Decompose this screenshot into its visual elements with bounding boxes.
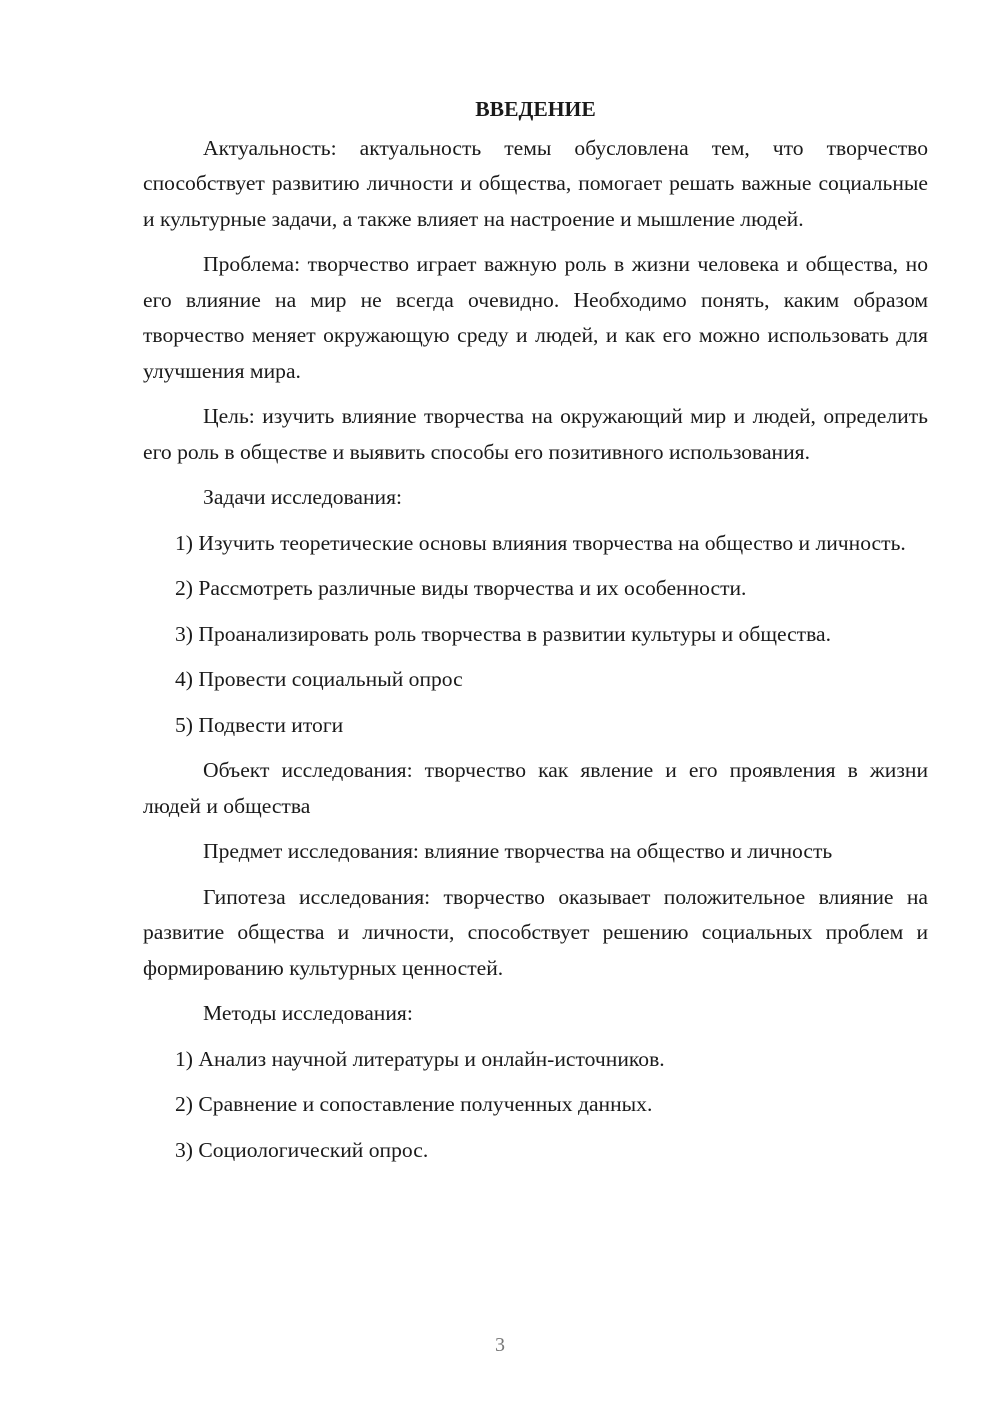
hypothesis-paragraph: Гипотеза исследования: творчество оказывает положительное влияние на развитие общества и личности, способствует решению социальных проблем и формированию культурных ценностей. — [143, 884, 928, 980]
subject-paragraph: Предмет исследования: влияние творчества на общество и личность — [203, 839, 833, 863]
method-item-1: 1) Анализ научной литературы и онлайн-источников. — [175, 1046, 665, 1071]
relevance-paragraph: Актуальность: актуальность темы обусловлена тем, что творчество способствует развитию личности и общества, помогает решать важные социальные и культурные задачи, а также влияет на настроение и мышление людей. — [143, 135, 928, 231]
page-number: 3 — [495, 1334, 505, 1356]
method-item-3: 3) Социологический опрос. — [175, 1137, 429, 1162]
task-item-4: 4) Провести социальный опрос — [175, 667, 463, 691]
section-heading: ВВЕДЕНИЕ — [475, 97, 596, 121]
problem-paragraph: Проблема: творчество играет важную роль в жизни человека и общества, но его влияние на мир не всегда очевидно. Необходимо понять, каким образом творчество меняет окружающую среду и людей, и как его можно использовать для улучшения мира. — [143, 252, 928, 383]
task-item-1: 1) Изучить теоретические основы влияния творчества на общество и личность. — [175, 530, 906, 555]
methods-heading: Методы исследования: — [203, 1001, 413, 1025]
task-item-2: 2) Рассмотреть различные виды творчества и их особенности. — [175, 576, 747, 600]
task-item-3: 3) Проанализировать роль творчества в развитии культуры и общества. — [175, 621, 831, 646]
goal-paragraph: Цель: изучить влияние творчества на окружающий мир и людей, определить его роль в обществе и выявить способы его позитивного использования. — [143, 404, 928, 464]
method-item-2: 2) Сравнение и сопоставление полученных данных. — [175, 1092, 653, 1116]
object-paragraph: Объект исследования: творчество как явление и его проявления в жизни людей и общества — [143, 758, 928, 818]
tasks-heading: Задачи исследования: — [203, 485, 403, 509]
task-item-5: 5) Подвести итоги — [175, 712, 344, 737]
page-content — [143, 92, 928, 1178]
